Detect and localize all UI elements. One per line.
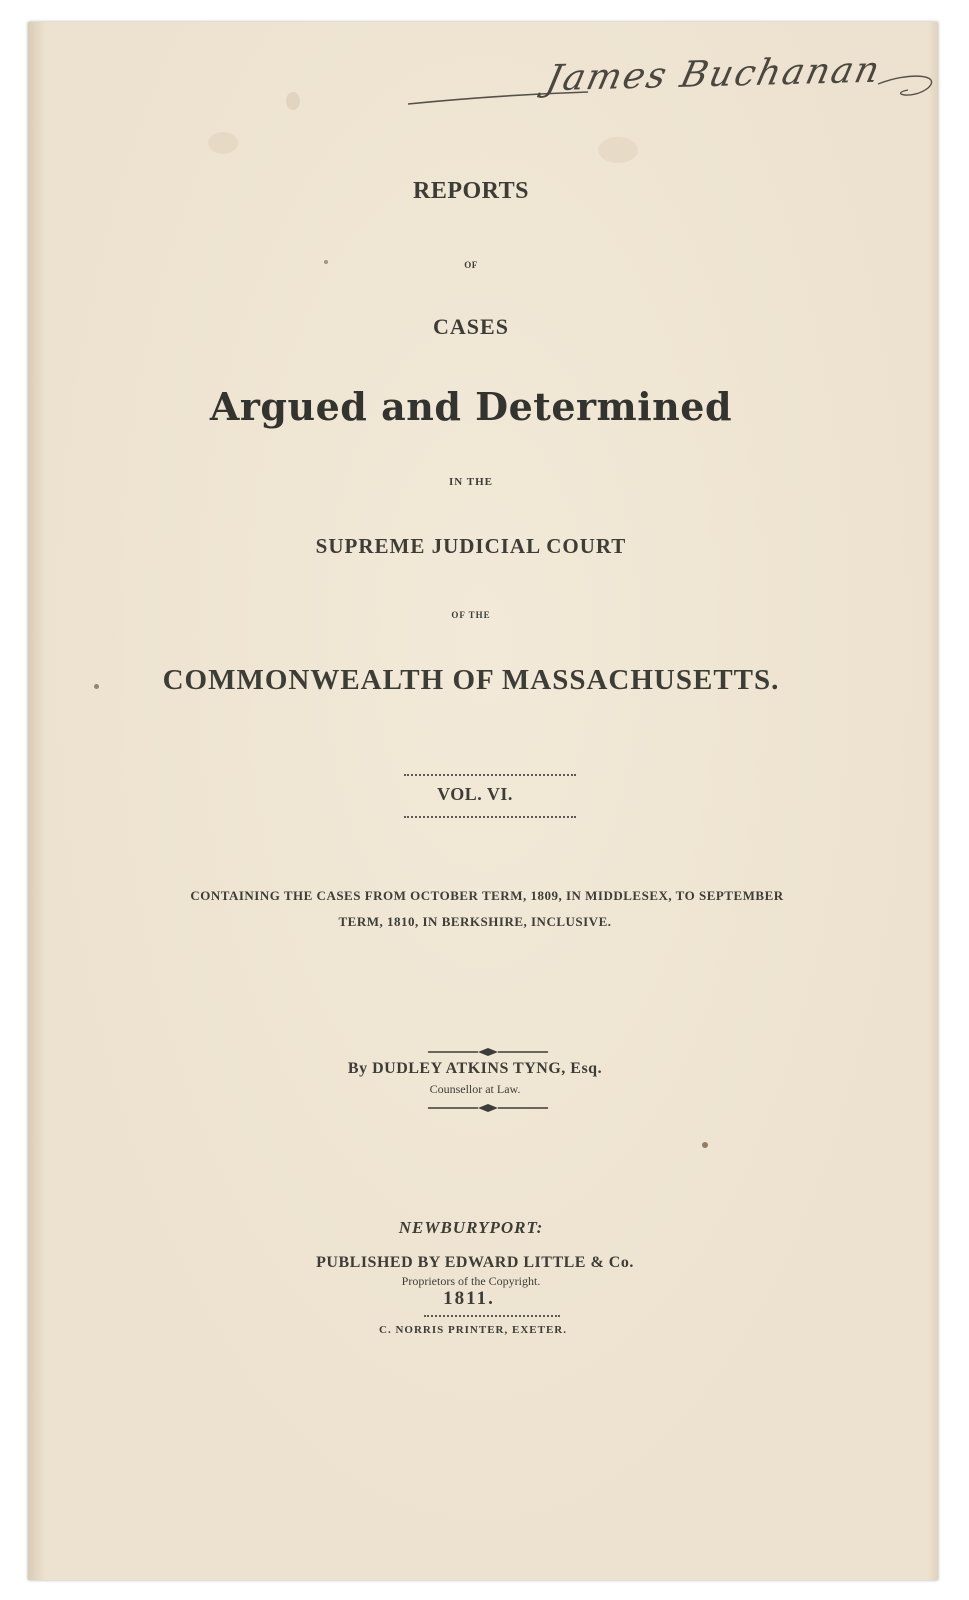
- imprint-place: NEWBURYPORT:: [398, 1218, 544, 1237]
- foxing-spot: [598, 137, 638, 163]
- signature: [408, 49, 948, 110]
- title-of: OF: [464, 260, 478, 270]
- title-reports: REPORTS: [412, 178, 529, 204]
- signature-text: James Buchanan: [542, 49, 886, 100]
- title-court: SUPREME JUDICIAL COURT: [315, 534, 627, 558]
- title-cases: CASES: [433, 314, 509, 339]
- author-suffix: Esq.: [570, 1060, 603, 1077]
- volume-rule-top: [404, 774, 576, 776]
- imprint-publisher: PUBLISHED BY EDWARD LITTLE & Co.: [316, 1254, 634, 1271]
- title-argued-determined: Argued and Determined: [209, 384, 733, 429]
- author-by: By: [347, 1060, 368, 1077]
- volume-label: VOL. VI.: [437, 784, 513, 804]
- title-commonwealth: COMMONWEALTH OF MASSACHUSETTS.: [162, 664, 780, 696]
- imprint-printer: C. NORRIS PRINTER, EXETER.: [379, 1324, 567, 1336]
- contents-line-2: TERM, 1810, IN BERKSHIRE, INCLUSIVE.: [338, 914, 612, 929]
- imprint-rule: [424, 1315, 560, 1317]
- imprint-year: 1811.: [443, 1288, 495, 1309]
- author-line: [20, 1060, 930, 1078]
- ornament-bottom: [428, 1102, 548, 1114]
- foxing-spot: [702, 1142, 708, 1148]
- contents-line-1: CONTAINING THE CASES FROM OCTOBER TERM, 1809, IN MIDDLESEX, TO SEPTEMBER: [190, 888, 784, 903]
- ornament-top: [428, 1046, 548, 1058]
- foxing-spot: [208, 132, 238, 154]
- foxing-spot: [286, 92, 300, 110]
- author-name: DUDLEY ATKINS TYNG,: [372, 1060, 566, 1077]
- author-title: Counsellor at Law.: [429, 1082, 521, 1096]
- volume-rule-bottom: [404, 816, 576, 818]
- imprint-proprietors: Proprietors of the Copyright.: [401, 1274, 541, 1288]
- title-in-the: IN THE: [448, 476, 493, 488]
- title-of-the: OF THE: [451, 610, 491, 620]
- title-page: [28, 22, 938, 1580]
